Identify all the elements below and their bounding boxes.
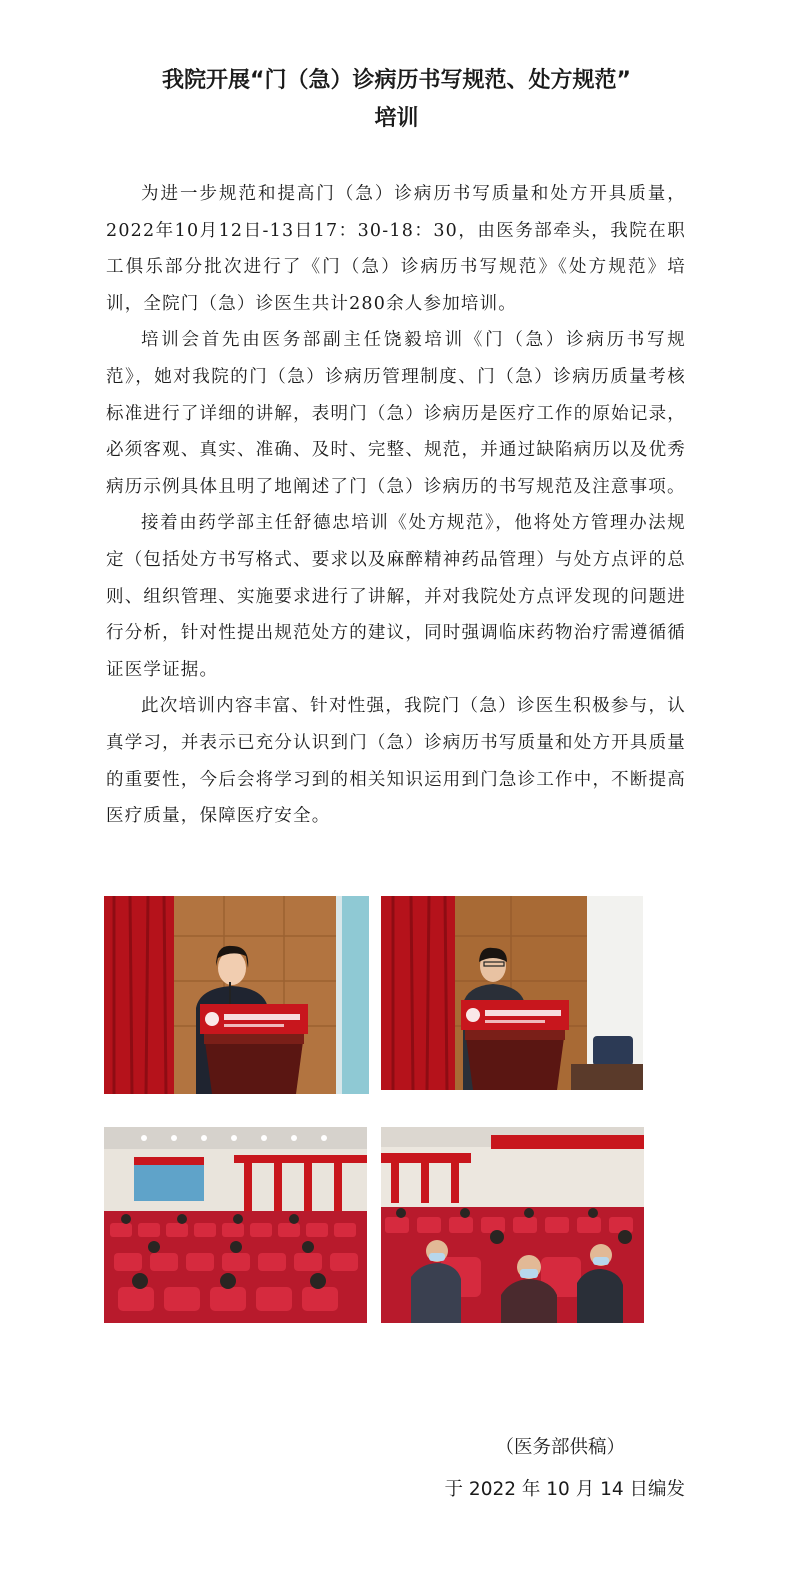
photo-speaker-male: [381, 896, 643, 1090]
title-line-2: 培训: [374, 106, 419, 131]
title-line-1: 我院开展“门（急）诊病历书写规范、处方规范”: [162, 68, 631, 93]
paragraph-4: 此次培训内容丰富、针对性强，我院门（急）诊医生积极参与，认真学习，并表示已充分认识到门（急）诊病历书写质量和处方开具质量的重要性，今后会将学习到的相关知识运用到门急诊工作中，不断提高医疗质量，保障医疗安全。: [106, 696, 686, 827]
paragraph-2: 培训会首先由医务部副主任饶毅培训《门（急）诊病历书写规范》，她对我院的门（急）诊病历管理制度、门（急）诊病历质量考核标准进行了详细的讲解，表明门（急）诊病历是医疗工作的原始记录，必须客观、真实、准确、及时、完整、规范，并通过缺陷病历以及优秀病历示例具体且明了地阐述了门（急）诊病历的书写规范及注意事项。: [106, 330, 686, 497]
paragraph-1: 为进一步规范和提高门（急）诊病历书写质量和处方开具质量，2022年10月12日-13日17：30-18：30，由医务部牵头，我院在职工俱乐部分批次进行了《门（急）诊病历书写规范》《处方规范》培训，全院门（急）诊医生共计280余人参加培训。: [106, 184, 686, 314]
paragraph-3: 接着由药学部主任舒德忠培训《处方规范》，他将处方管理办法规定（包括处方书写格式、要求以及麻醉精神药品管理）与处方点评的总则、组织管理、实施要求进行了讲解，并对我院处方点评发现的问题进行分析，针对性提出规范处方的建议，同时强调临床药物治疗需遵循循证医学证据。: [106, 513, 686, 680]
article-title: [80, 62, 713, 138]
photo-speaker-female: [104, 896, 369, 1094]
publish-date: 于 2022 年 10 月 14 日编发: [444, 1479, 685, 1500]
source-credit: （医务部供稿）: [495, 1437, 625, 1458]
article-body: [106, 176, 686, 835]
photo-audience-close: [381, 1127, 644, 1323]
photo-audience-wide: [104, 1127, 367, 1323]
